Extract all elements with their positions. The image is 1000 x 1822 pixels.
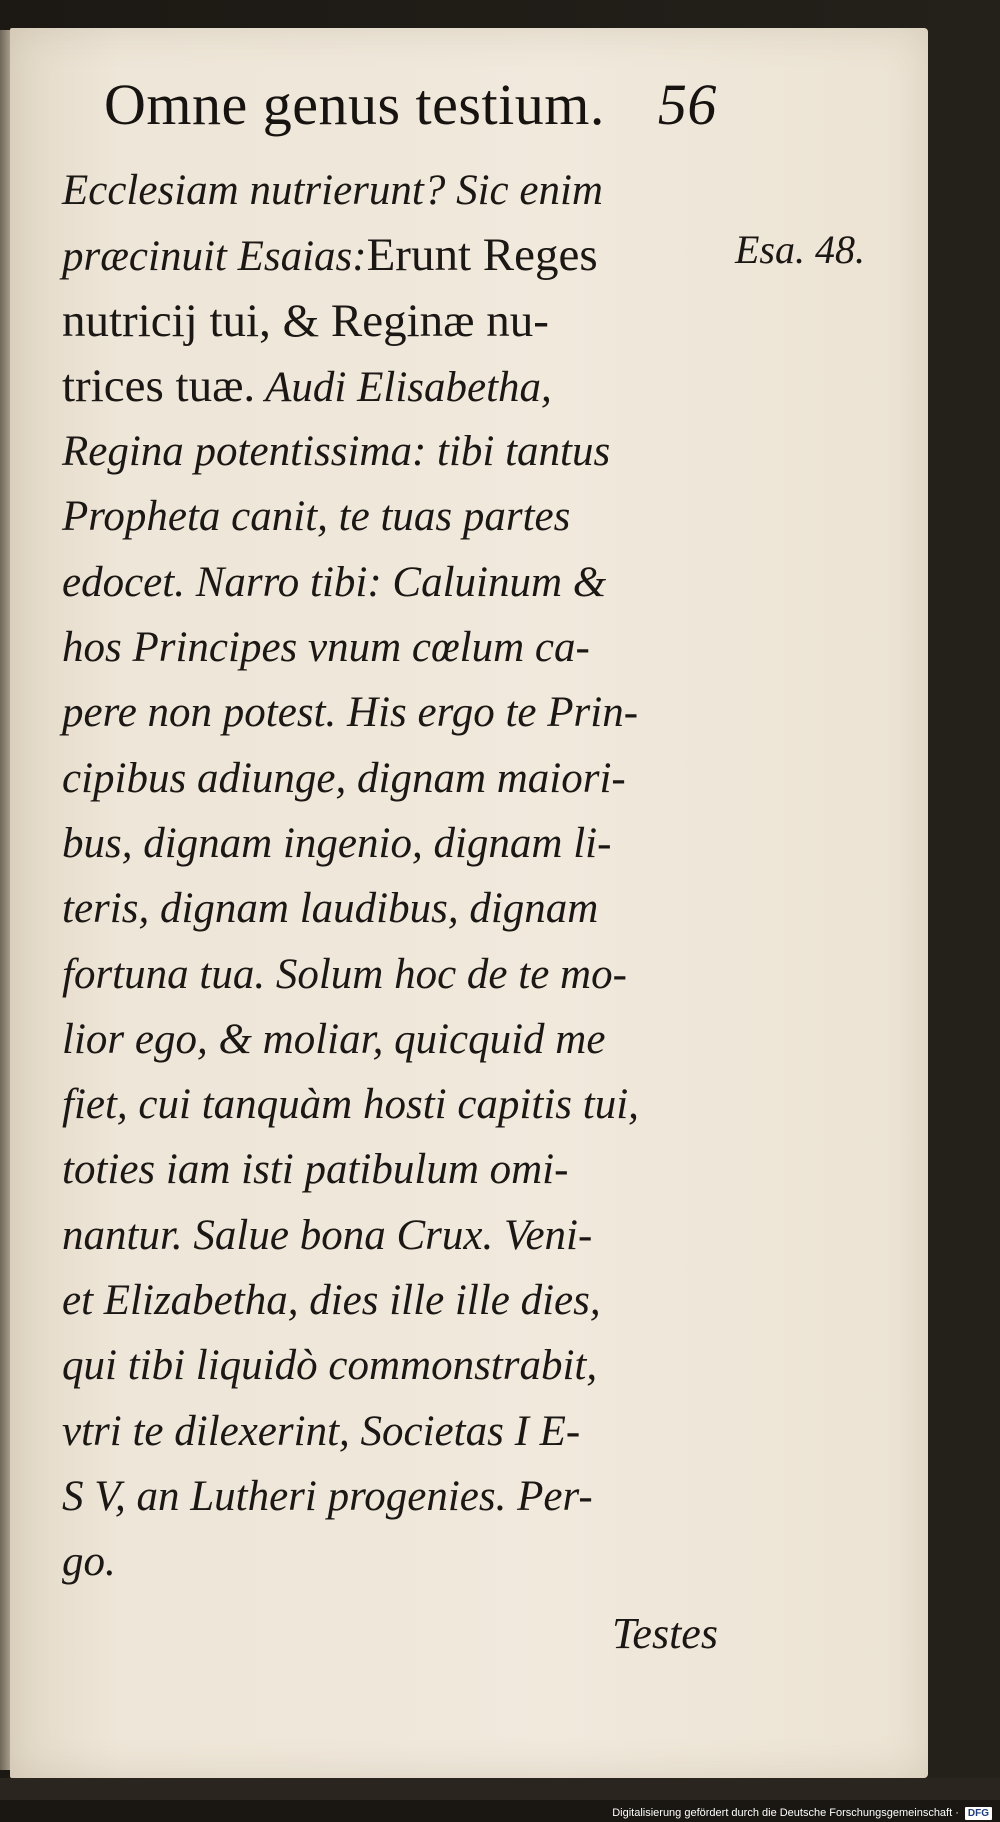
- text-segment: cipibus adiunge, dignam maiori-: [62, 754, 626, 802]
- margin-reference: Esa. 48.: [735, 227, 865, 272]
- text-line: [62, 1072, 722, 1137]
- text-segment: et Elizabetha, dies ille ille dies,: [62, 1277, 601, 1325]
- page-number: 56: [657, 72, 717, 137]
- text-segment: hos Principes vnum cœlum ca-: [62, 624, 590, 672]
- text-line: [62, 942, 722, 1007]
- text-segment: qui tibi liquidò commonstrabit,: [62, 1342, 598, 1390]
- running-header: [104, 72, 744, 138]
- text-segment: præcinuit Esaias:: [62, 233, 367, 281]
- text-line: [62, 484, 722, 549]
- text-line: [62, 1333, 722, 1398]
- text-segment: nutricij tui, & Reginæ nu-: [62, 294, 549, 347]
- text-segment: vtri te dilexerint, Societas I E-: [62, 1407, 581, 1455]
- text-segment: fiet, cui tanquàm hosti capitis tui,: [62, 1081, 639, 1129]
- text-segment: Audi Elisabetha,: [255, 363, 552, 411]
- text-line: [62, 1137, 722, 1202]
- text-line: [62, 158, 722, 223]
- text-line: [62, 876, 722, 941]
- text-line: [62, 1203, 722, 1268]
- text-segment: S V, an Lutheri progenies. Per-: [62, 1472, 593, 1520]
- text-line: [62, 354, 722, 419]
- text-segment: toties iam isti patibulum omi-: [62, 1146, 569, 1194]
- text-line: [62, 550, 722, 615]
- text-segment: edocet. Narro tibi: Caluinum &: [62, 558, 607, 606]
- text-line: [62, 1268, 722, 1333]
- text-segment: Erunt Reges: [366, 229, 598, 282]
- text-segment: pere non potest. His ergo te Prin-: [62, 689, 639, 737]
- body-text: [62, 158, 722, 1595]
- dfg-logo: DFG: [965, 1807, 992, 1820]
- scan-bottom-edge: [0, 1778, 1000, 1800]
- text-segment: Propheta canit, te tuas partes: [62, 493, 571, 541]
- text-line: [62, 615, 722, 680]
- text-line: [62, 289, 722, 354]
- text-segment: Ecclesiam nutrierunt? Sic enim: [62, 167, 603, 214]
- digitization-credit: [612, 1804, 992, 1822]
- running-title: Omne genus testium.: [104, 72, 605, 137]
- text-line: [62, 680, 722, 745]
- text-segment: trices tuæ.: [62, 359, 256, 412]
- text-line: [62, 811, 722, 876]
- text-segment: lior ego, & moliar, quicquid me: [62, 1015, 606, 1063]
- text-segment: Regina potentissima: tibi tantus: [62, 428, 611, 476]
- text-segment: nantur. Salue bona Crux. Veni-: [62, 1211, 593, 1259]
- text-line: [62, 419, 722, 484]
- text-segment: bus, dignam ingenio, dignam li-: [62, 819, 612, 867]
- text-segment: teris, dignam laudibus, dignam: [62, 885, 599, 933]
- text-segment: go.: [62, 1538, 116, 1586]
- text-line: [62, 1464, 722, 1529]
- text-line: [62, 746, 722, 811]
- credit-text: Digitalisierung gefördert durch die Deutsche Forschungsgemeinschaft ·: [612, 1807, 959, 1819]
- text-line: [62, 1007, 722, 1072]
- text-line: [62, 1529, 722, 1594]
- text-line: [62, 223, 722, 288]
- catchword: Testes: [612, 1609, 718, 1658]
- text-line: [62, 1399, 722, 1464]
- text-segment: fortuna tua. Solum hoc de te mo-: [62, 950, 627, 998]
